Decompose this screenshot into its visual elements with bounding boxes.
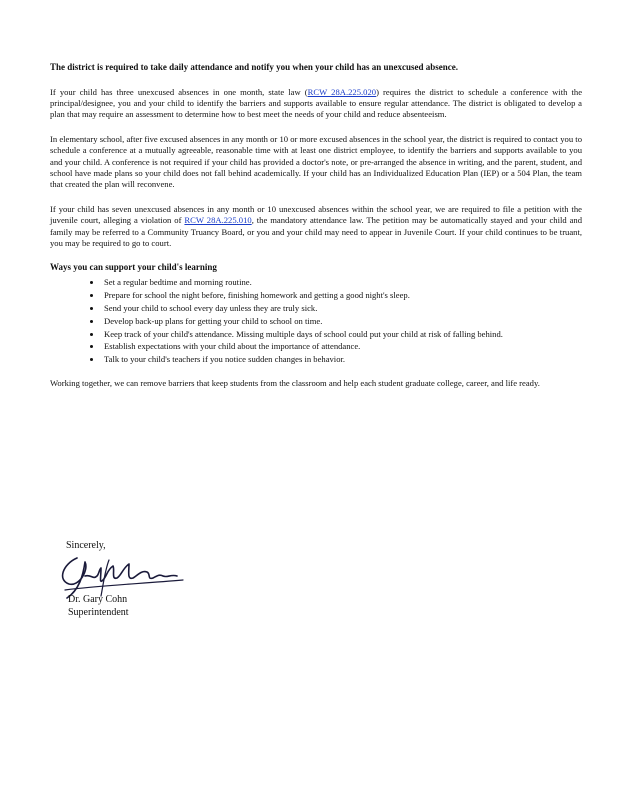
- signer-name: Dr. Gary Cohn: [68, 594, 128, 605]
- letter-body: [50, 62, 582, 402]
- list-item: • Establish expectations with your child about the importance of attendance.: [102, 341, 582, 352]
- list-item: • Keep track of your child's attendance. Missing multiple days of school could put your child at risk of falling behind.: [102, 329, 582, 340]
- para1-before: If your child has three unexcused absences in one month, state law (: [50, 86, 308, 97]
- list-item: • Develop back-up plans for getting your child to school on time.: [102, 316, 582, 327]
- list-item: • Prepare for school the night before, finishing homework and getting a good night's sleep.: [102, 290, 582, 301]
- rcw-28a-225-020-link[interactable]: RCW 28A.225.020: [307, 86, 377, 97]
- paragraph-seven-absences: [50, 204, 582, 250]
- paragraph-elementary: In elementary school, after five excused absences in any month or 10 or more excused absences in the school year, the district is required to contact you to schedule a conference at a mutually agreeable, reasonable time with at least one district employee, to identify the barriers and supports available to you and your child. A conference is not required if your child has provided a doctor's note, or pre-arranged the absence in writing, and the parent, student, and school have made plans so your child does not fall behind academically. If your child has an Individualized Education Plan (IEP) or a 504 Plan, the team that created the plan will reconvene.: [50, 133, 582, 190]
- signer-title: Superintendent: [68, 607, 129, 618]
- list-item: • Send your child to school every day unless they are truly sick.: [102, 303, 582, 314]
- list-item: • Talk to your child's teachers if you notice sudden changes in behavior.: [102, 354, 582, 365]
- rcw-28a-225-010-link[interactable]: RCW 28A.225.010: [184, 215, 252, 226]
- para1-after: ) requires the district to schedule a conference with the principal/designee, you and your child to identify the barriers and supports available to ensure regular attendance. The district is obligated to develop a plan that may require an assessment to determine how to best meet the needs of your child and reduce absenteeism.: [50, 86, 583, 120]
- paragraph-working-together: Working together, we can remove barriers that keep students from the classroom and help each student graduate college, career, and life ready.: [50, 377, 540, 388]
- tips-list: [50, 277, 582, 366]
- para3-before: If your child has seven unexcused absences in any month or 10 unexcused absences within the school year, we are required to file a petition with the juvenile court, alleging a violation of: [50, 203, 582, 226]
- para3-after: , the mandatory attendance law. The petition may be automatically stayed and your child and family may be referred to a Community Truancy Board, or you and your child may need to appear in Juvenile Court. If your child continues to be truant, you may be required to go to court.: [50, 215, 583, 249]
- attendance-heading: The district is required to take daily attendance and notify you when your child has an unexcused absence.: [50, 62, 459, 72]
- signer-block: [68, 593, 129, 619]
- ways-title: Ways you can support your child's learning: [50, 262, 217, 273]
- closing: Sincerely,: [66, 540, 106, 551]
- paragraph-three-absences: [50, 87, 582, 121]
- list-item: • Set a regular bedtime and morning routine.: [102, 277, 582, 288]
